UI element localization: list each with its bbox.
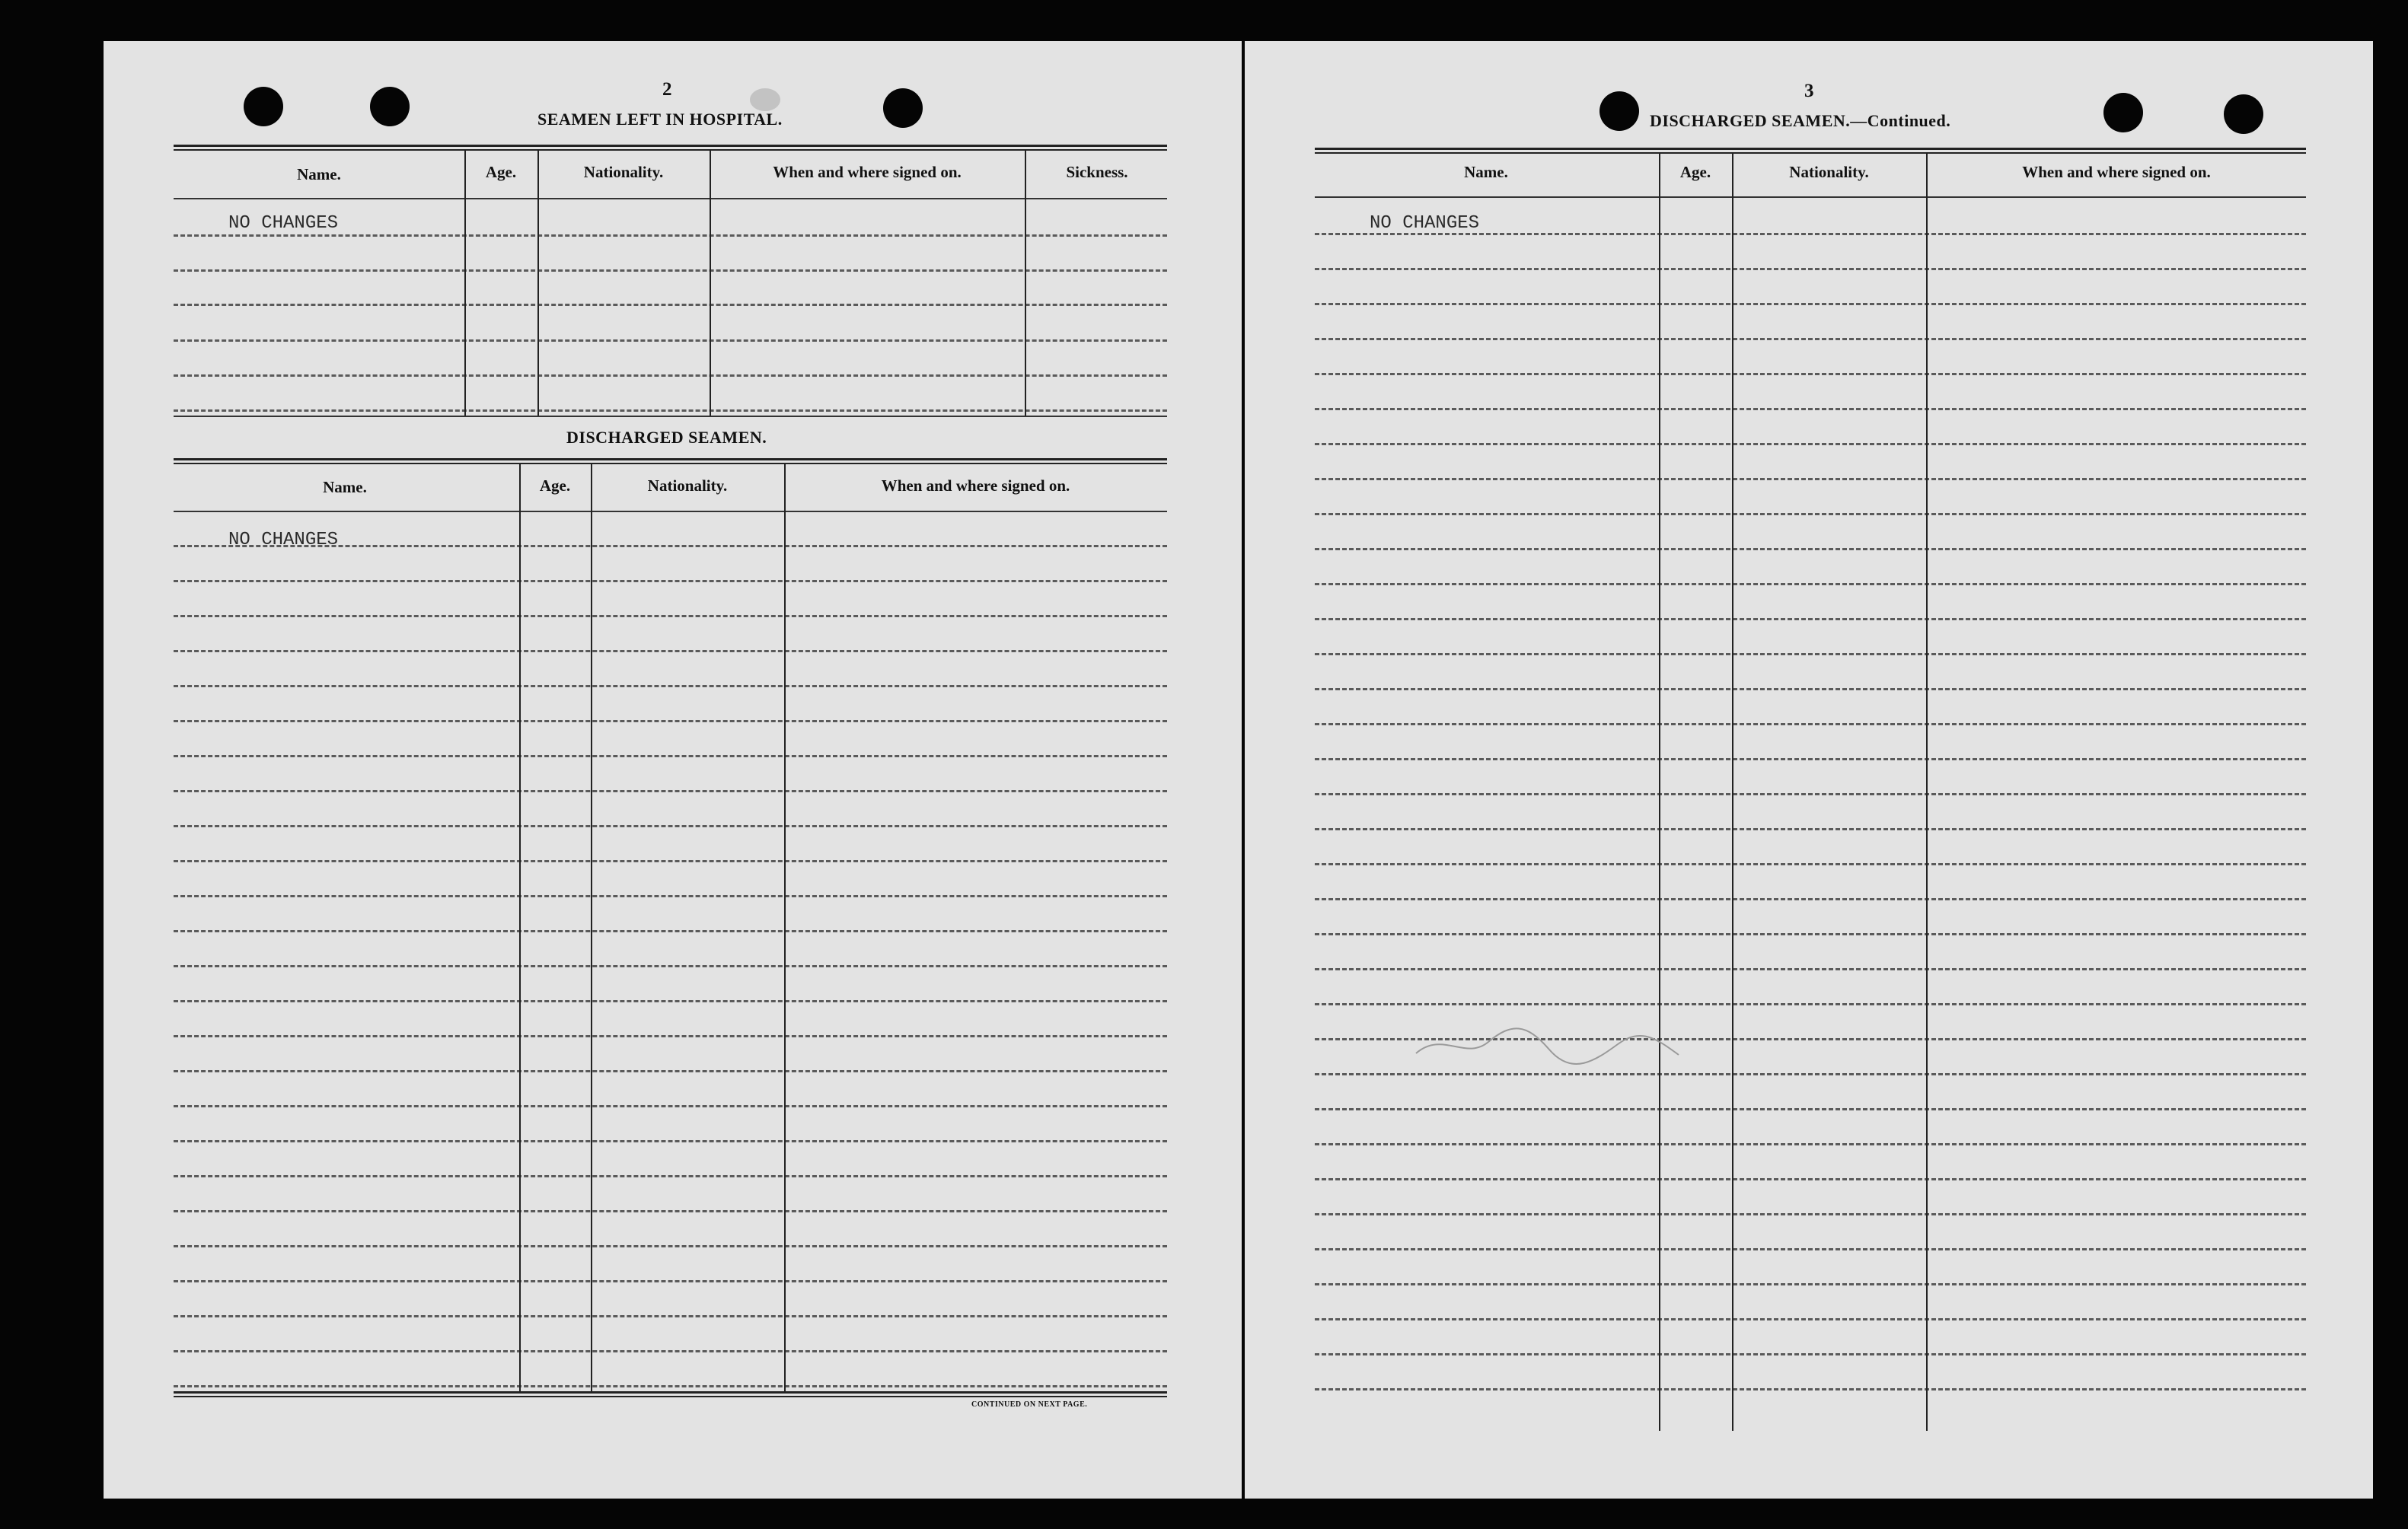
row-line xyxy=(1315,1353,2306,1355)
col-header-signed-on: When and where signed on. xyxy=(2022,163,2211,181)
row-line xyxy=(174,860,1167,862)
col-header-nationality: Nationality. xyxy=(647,476,728,495)
row-line xyxy=(1315,478,2306,480)
table-top-rule xyxy=(1315,148,2306,154)
column-divider xyxy=(1926,152,1928,1431)
row-line xyxy=(174,1350,1167,1352)
page-number: 2 xyxy=(662,79,672,100)
row-line xyxy=(174,1070,1167,1072)
col-header-name: Name. xyxy=(323,478,367,496)
row-line xyxy=(1315,828,2306,830)
column-divider xyxy=(1025,149,1026,416)
row-line xyxy=(1315,793,2306,795)
row-line xyxy=(174,615,1167,617)
column-divider xyxy=(1732,152,1733,1431)
right-page xyxy=(1245,41,2373,1499)
row-line xyxy=(1315,408,2306,410)
discharged-continued-entry: NO CHANGES xyxy=(1370,213,1480,234)
col-header-age: Age. xyxy=(485,163,517,181)
row-line xyxy=(174,374,1167,377)
row-line xyxy=(174,234,1167,237)
column-divider xyxy=(710,149,711,416)
row-line xyxy=(174,755,1167,757)
row-line xyxy=(174,304,1167,306)
left-page xyxy=(104,41,1242,1499)
col-header-sickness: Sickness. xyxy=(1066,163,1128,181)
section-title-hospital: SEAMEN LEFT IN HOSPITAL. xyxy=(537,110,783,129)
col-header-name: Name. xyxy=(1464,163,1508,181)
row-line xyxy=(1315,1388,2306,1390)
col-header-signed-on: When and where signed on. xyxy=(881,476,1070,495)
row-line xyxy=(174,580,1167,582)
column-divider xyxy=(1659,152,1660,1431)
punch-hole xyxy=(1599,91,1639,131)
table-bottom-rule xyxy=(174,1391,1167,1397)
row-line xyxy=(1315,898,2306,900)
row-line xyxy=(1315,548,2306,550)
row-line xyxy=(174,339,1167,342)
pencil-scribble xyxy=(1412,1008,1686,1076)
row-line xyxy=(174,1175,1167,1177)
row-line xyxy=(1315,1213,2306,1215)
column-divider xyxy=(784,463,786,1393)
section-title-discharged-continued: DISCHARGED SEAMEN.—Continued. xyxy=(1650,111,1951,130)
column-divider xyxy=(464,149,466,416)
table-bottom-rule xyxy=(174,416,1167,417)
row-line xyxy=(1315,268,2306,270)
section-title-discharged: DISCHARGED SEAMEN. xyxy=(566,428,767,447)
row-line xyxy=(174,1245,1167,1247)
col-header-nationality: Nationality. xyxy=(583,163,664,181)
row-line xyxy=(174,1000,1167,1002)
row-line xyxy=(174,895,1167,897)
row-line xyxy=(174,409,1167,412)
row-line xyxy=(1315,1178,2306,1180)
row-line xyxy=(1315,1283,2306,1285)
row-line xyxy=(174,825,1167,827)
row-line xyxy=(1315,1318,2306,1320)
col-header-name: Name. xyxy=(297,165,341,183)
row-line xyxy=(1315,688,2306,690)
row-line xyxy=(1315,723,2306,725)
column-divider xyxy=(519,463,521,1393)
punch-hole xyxy=(2224,94,2263,134)
row-line xyxy=(1315,1108,2306,1110)
col-header-age: Age. xyxy=(1679,163,1711,181)
row-line xyxy=(1315,443,2306,445)
table-top-rule xyxy=(174,458,1167,464)
row-line xyxy=(1315,1003,2306,1005)
table-top-rule xyxy=(174,145,1167,151)
row-line xyxy=(1315,933,2306,935)
row-line xyxy=(1315,583,2306,585)
row-line xyxy=(174,685,1167,687)
ink-smudge xyxy=(750,88,780,111)
header-rule xyxy=(174,511,1167,512)
row-line xyxy=(1315,1143,2306,1145)
col-header-age: Age. xyxy=(539,476,571,495)
punch-hole xyxy=(370,87,410,126)
row-line xyxy=(174,1105,1167,1107)
row-line xyxy=(174,965,1167,967)
row-line xyxy=(174,1140,1167,1142)
row-line xyxy=(1315,373,2306,375)
header-rule xyxy=(1315,196,2306,198)
header-rule xyxy=(174,198,1167,199)
punch-hole xyxy=(244,87,283,126)
row-line xyxy=(1315,653,2306,655)
row-line xyxy=(174,720,1167,722)
row-line xyxy=(174,1210,1167,1212)
row-line xyxy=(174,1385,1167,1387)
row-line xyxy=(1315,863,2306,865)
hospital-entry: NO CHANGES xyxy=(228,213,339,234)
row-line xyxy=(174,1280,1167,1282)
discharged-entry: NO CHANGES xyxy=(228,530,339,550)
col-header-signed-on: When and where signed on. xyxy=(773,163,962,181)
row-line xyxy=(174,930,1167,932)
row-line xyxy=(174,269,1167,272)
row-line xyxy=(174,790,1167,792)
row-line xyxy=(1315,968,2306,970)
column-divider xyxy=(591,463,592,1393)
row-line xyxy=(174,650,1167,652)
row-line xyxy=(1315,303,2306,305)
row-line xyxy=(1315,758,2306,760)
row-line xyxy=(174,1035,1167,1037)
row-line xyxy=(1315,513,2306,515)
row-line xyxy=(1315,1248,2306,1250)
column-divider xyxy=(537,149,539,416)
col-header-nationality: Nationality. xyxy=(1789,163,1869,181)
row-line xyxy=(174,1315,1167,1317)
punch-hole xyxy=(2103,93,2143,132)
page-number: 3 xyxy=(1804,81,1814,101)
row-line xyxy=(1315,618,2306,620)
row-line xyxy=(1315,338,2306,340)
punch-hole xyxy=(883,88,923,128)
continued-footer: CONTINUED ON NEXT PAGE. xyxy=(971,1400,1088,1409)
